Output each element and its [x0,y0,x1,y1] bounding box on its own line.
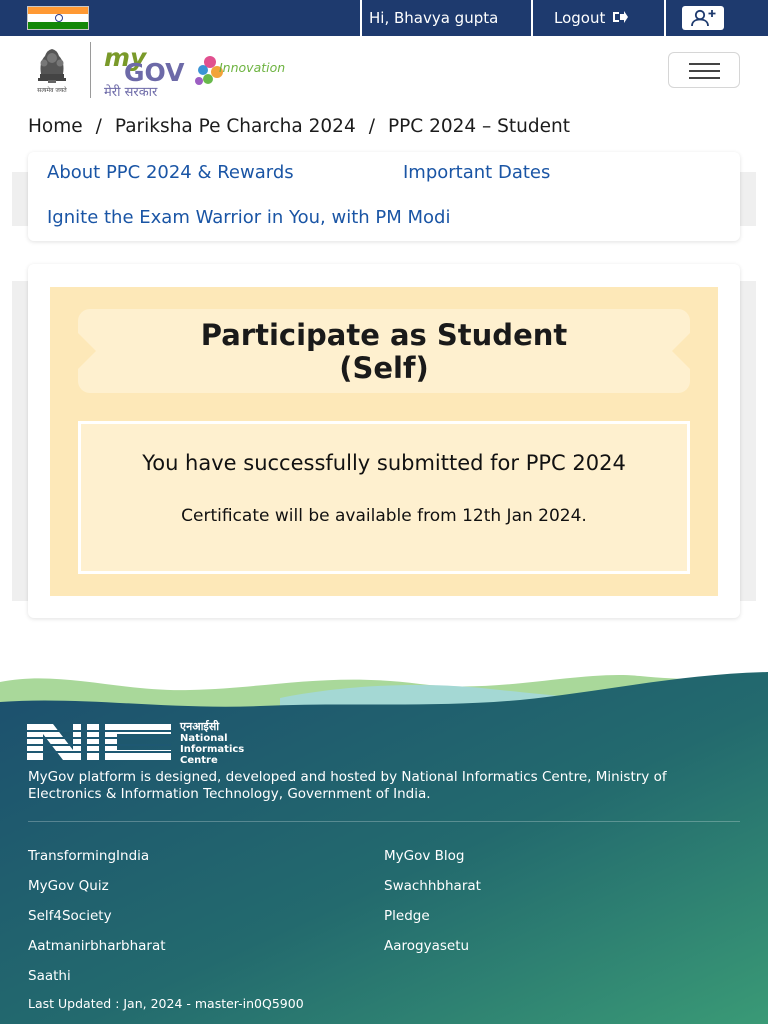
site-header [0,36,768,108]
footer-link-saathi[interactable]: Saathi [28,968,71,984]
nic-line-3: Centre [180,755,218,766]
section-links-card [28,152,740,241]
logo-my-text: my [104,43,147,72]
breadcrumb-current: PPC 2024 – Student [387,116,570,137]
footer-wave-background [0,660,768,1024]
footer-link-mygov-quiz[interactable]: MyGov Quiz [28,878,109,894]
nic-line-2: Informatics [180,744,245,755]
link-ignite-exam-warrior[interactable]: Ignite the Exam Warrior in You, with PM Modi [47,207,451,228]
last-updated-text: Last Updated : Jan, 2024 - master-in0Q5900 [28,996,304,1011]
footer-divider [28,821,740,822]
logo-gov-text: GOV [124,58,185,87]
footer-link-pledge[interactable]: Pledge [384,908,430,924]
breadcrumb-pariksha-pe-charcha[interactable]: Pariksha Pe Charcha 2024 [114,116,356,137]
user-greeting: Hi, Bhavya gupta [369,9,499,27]
state-emblem-icon [27,44,77,96]
india-flag-icon [27,6,89,30]
breadcrumb [28,113,570,141]
link-important-dates[interactable]: Important Dates [403,162,551,183]
nic-line-1: National [180,733,228,744]
footer-link-swachhbharat[interactable]: Swachhbharat [384,878,481,894]
mygov-innovation-logo[interactable] [104,40,314,100]
logout-label: Logout [554,9,606,27]
logo-hindi-text: मेरी सरकार [104,85,158,100]
nic-hindi-text: एनआईसी [180,720,220,733]
site-footer [0,660,768,1024]
footer-link-transformingindia[interactable]: TransformingIndia [28,848,150,864]
top-bar [0,0,768,36]
footer-link-aarogyasetu[interactable]: Aarogyasetu [384,938,470,954]
divider [531,0,533,36]
footer-description: MyGov platform is designed, developed and hosted by National Informatics Centre, Ministry of Electronics & Information Technology, Government of India. [28,769,667,802]
footer-link-mygov-blog[interactable]: MyGov Blog [384,848,465,864]
link-about-ppc-rewards[interactable]: About PPC 2024 & Rewards [47,162,294,183]
footer-link-aatmanirbharbharat[interactable]: Aatmanirbharbharat [28,938,166,954]
footer-link-self4society[interactable]: Self4Society [28,908,112,924]
page-title [78,319,690,385]
emblem-caption: सत्यमेव जयते [37,87,67,94]
add-user-button[interactable] [682,6,724,30]
breadcrumb-separator: / [95,116,102,137]
title-line-2: (Self) [339,351,429,385]
divider [360,0,362,36]
success-message: You have successfully submitted for PPC 2024 [142,451,626,475]
logout-icon [612,10,628,24]
success-message-box [78,421,690,574]
divider [664,0,666,36]
breadcrumb-home[interactable]: Home [28,116,83,137]
add-user-icon [682,6,724,30]
divider [90,42,91,98]
breadcrumb-separator: / [368,116,375,137]
certificate-message: Certificate will be available from 12th Jan 2024. [181,506,587,526]
menu-toggle-button[interactable] [668,52,740,88]
title-ribbon [78,309,690,393]
title-line-1: Participate as Student [200,318,568,352]
nic-logo [27,720,287,766]
logout-button[interactable] [540,0,653,36]
logo-innovation-text: Innovation [219,60,286,75]
